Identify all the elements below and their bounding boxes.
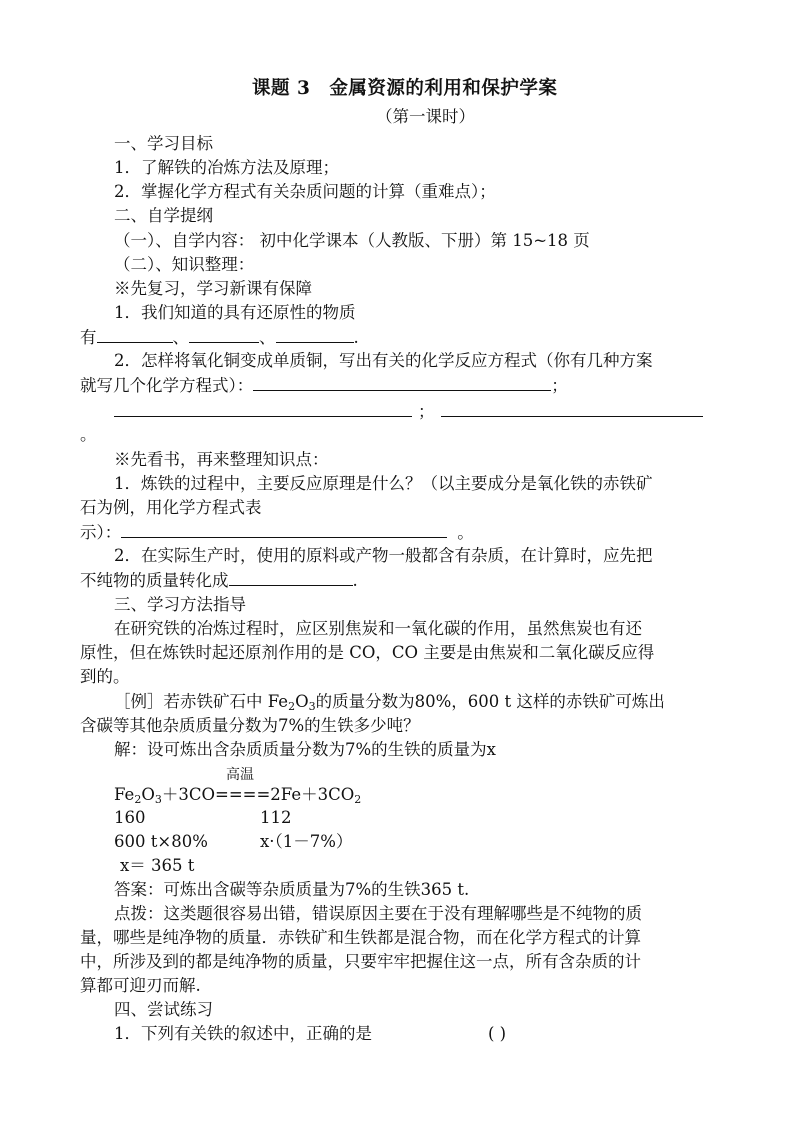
answer-blank[interactable] [97,326,173,343]
reaction-condition: 高温 [226,767,254,783]
equation-text: ＋3CO====2Fe＋3CO [161,785,355,804]
solution-line: 解：设可炼出含杂质质量分数为7%的生铁的质量为x [114,740,496,759]
separator: ； [551,376,568,395]
separator: 、 [259,328,276,347]
subscript: 2 [288,700,296,713]
example-line-2: 含碳等其他杂质质量分数为7%的生铁多少吨？ [80,716,420,735]
example-text: 的质量分数为80%，600 t 这样的赤铁矿可炼出 [315,692,665,711]
goal-item-2: 2．掌握化学方程式有关杂质问题的计算（重难点）； [114,182,496,201]
question-2-line-3 [114,400,703,423]
question-1-text: 1．我们知道的具有还原性的物质 [114,303,356,322]
q1-prefix: 有 [80,328,97,347]
answer-blank[interactable] [114,400,412,417]
knowledge-1-line-1: 1．炼铁的过程中，主要反应原理是什么？（以主要成分是氧化铁的赤铁矿 [114,474,653,493]
equation-text: O [141,785,155,804]
example-line-1 [114,691,665,713]
tip-line-2: 量，哪些是纯净物的质量．赤铁矿和生铁都是混合物，而在化学方程式的计算 [80,928,641,947]
page-title: 课题 3 金属资源的利用和保护学案 [252,78,558,99]
subscript: 3 [308,700,316,713]
question-2-line-1: 2．怎样将氧化铜变成单质铜，写出有关的化学反应方程式（你有几种方案 [114,351,653,370]
period: . [352,571,358,590]
knowledge-2-line-2 [80,569,358,592]
read-note: ※先看书，再来整理知识点： [114,450,329,469]
answer-blank[interactable] [441,400,703,417]
molar-mass-fe: 112 [260,808,292,827]
q2-prompt: 就写几个化学方程式）： [80,376,254,395]
subscript: 2 [354,793,362,806]
chemical-equation [114,784,361,806]
method-line-3: 到的。 [80,667,130,686]
section-heading-goals: 一、学习目标 [114,134,213,153]
k2-prompt: 不纯物的质量转化成 [80,571,229,590]
method-line-2: 原性，但在炼铁时起还原剂作用的是 CO，CO 主要是由焦炭和二氧化碳反应得 [80,643,655,662]
subscript: 2 [134,793,142,806]
answer-blank[interactable] [121,521,447,538]
period: . [353,328,359,347]
answer-line: 答案：可炼出含碳等杂质质量为7%的生铁365 t. [114,880,470,899]
separator: 、 [172,328,189,347]
answer-blank[interactable] [189,326,259,343]
tip-line-4: 算都可迎刃而解. [80,976,201,995]
answer-blank[interactable] [253,374,551,391]
knowledge-2-line-1: 2．在实际生产时，使用的原料或产物一般都含有杂质，在计算时，应先把 [114,546,653,565]
answer-blank[interactable] [229,569,353,586]
section-heading-practice: 四、尝试练习 [114,1000,213,1019]
method-line-1: 在研究铁的冶炼过程时，应区别焦炭和一氧化碳的作用，虽然焦炭也有还 [114,619,642,638]
subscript: 3 [154,793,162,806]
example-text: ［例］若赤铁矿石中 Fe [114,692,289,711]
knowledge-1-line-3 [80,521,474,544]
equation-text: Fe [114,785,135,804]
section-heading-method: 三、学习方法指导 [114,595,246,614]
review-note: ※先复习，学习新课有保障 [114,279,312,298]
question-2-line-2 [80,374,568,397]
given-ore-mass: 600 t×80% [114,832,208,851]
k1-prompt: 示）： [80,523,122,542]
goal-item-1: 1．了解铁的冶炼方法及原理； [114,158,339,177]
organize-heading: （二）、知识整理： [114,255,255,274]
given-iron-mass: x·（1－7%） [260,832,353,851]
separator: ； [418,402,435,421]
result-line: x＝ 365 t [120,856,195,875]
question-2-end: 。 [80,425,97,444]
section-heading-outline: 二、自学提纲 [114,206,213,225]
tip-line-3: 中，所涉及到的都是纯净物的质量，只要牢牢把握住这一点，所有含杂质的计 [80,952,641,971]
knowledge-1-line-2: 石为例，用化学方程式表 [80,498,262,517]
answer-parentheses[interactable]: ( ) [488,1024,507,1043]
molar-mass-fe2o3: 160 [114,808,146,827]
page-subtitle: （第一课时） [376,107,475,126]
question-1-blanks [80,326,359,349]
period: 。 [457,523,474,542]
answer-blank[interactable] [276,326,354,343]
example-text: O [295,692,309,711]
tip-line-1: 点拨：这类题很容易出错，错误原因主要在于没有理解哪些是不纯物的质 [114,904,642,923]
practice-question-1: 1．下列有关铁的叙述中，正确的是 [114,1024,372,1043]
study-content-line: （一）、自学内容： 初中化学课本（人教版、下册）第 15~18 页 [114,231,590,250]
